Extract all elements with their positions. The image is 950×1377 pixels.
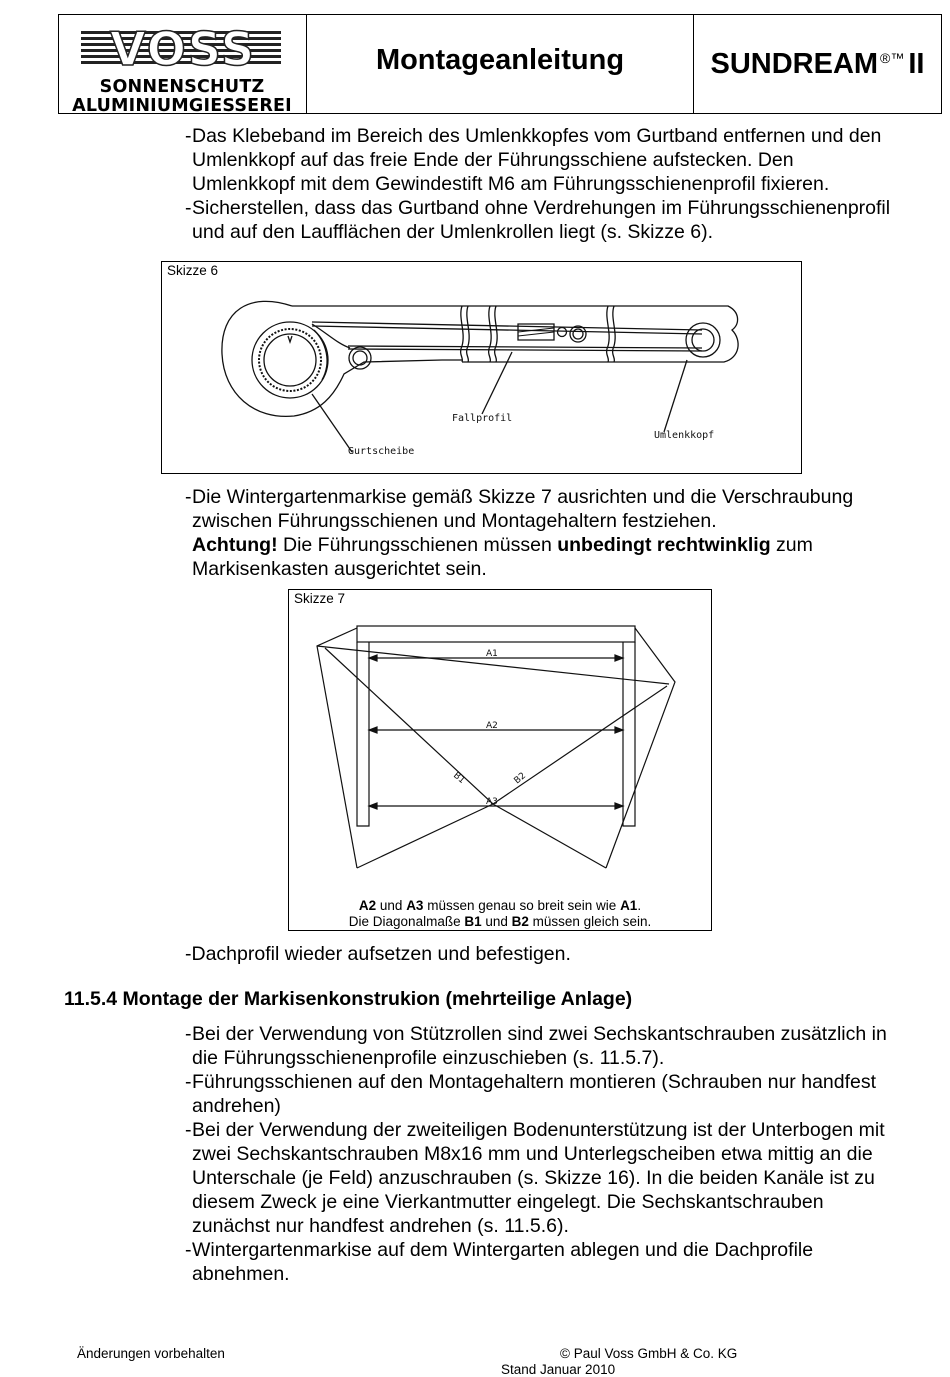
sketch-7-figure	[288, 589, 712, 931]
instruction-line: zunächst nur handfest andrehen (s. 11.5.6).	[192, 1215, 569, 1237]
instruction-line: - Die Wintergartenmarkise gemäß Skizze 7 ausrichten und die Verschraubung	[185, 486, 854, 508]
instruction-line: - Das Klebeband im Bereich des Umlenkkopfes vom Gurtband entfernen und den	[185, 125, 882, 147]
sketch-7-drawing	[289, 590, 710, 890]
label-fallprofil: Fallprofil	[452, 413, 513, 424]
footer-disclaimer: Änderungen vorbehalten	[77, 1346, 225, 1361]
instruction-block-3	[185, 942, 571, 966]
product-suffix: II	[908, 47, 925, 80]
instruction-line: die Führungsschienenprofile einzuschieben (s. 11.5.7).	[192, 1047, 665, 1069]
dim-a1-label: A1	[486, 649, 498, 659]
warning-label: Achtung!	[192, 534, 278, 556]
footer-date: Stand Januar 2010	[501, 1362, 616, 1377]
document-title-cell	[307, 15, 694, 113]
logo-line-1: SONNENSCHUTZ	[99, 77, 265, 97]
instruction-line: - Führungsschienen auf den Montagehaltern montieren (Schrauben nur handfest	[185, 1071, 877, 1093]
product-name: SUNDREAM	[710, 47, 879, 80]
sketch-6-figure	[161, 261, 802, 474]
sketch-7-caption-1: A2 und A3 müssen genau so breit sein wie A1.	[358, 898, 642, 913]
instruction-line: zwei Sechskantschrauben M8x16 mm und Unterlegscheiben etwa mittig an die	[192, 1143, 873, 1165]
logo-line-2: ALUMINIUMGIESSEREI	[72, 96, 292, 116]
instruction-block-2	[185, 485, 853, 581]
instruction-line: Umlenkkopf auf das freie Ende der Führungsschiene aufstecken. Den	[192, 149, 794, 171]
instruction-line: Markisenkasten ausgerichtet sein.	[192, 558, 487, 580]
instruction-line: -Dachprofil wieder aufsetzen und befestigen.	[185, 943, 571, 965]
instruction-line: - Bei der Verwendung von Stützrollen sind zwei Sechskantschrauben zusätzlich in	[185, 1023, 887, 1045]
sketch-6-drawing	[162, 262, 800, 472]
label-gurtscheibe: Gurtscheibe	[348, 446, 415, 457]
instruction-line: und auf den Laufflächen der Umlenkrollen liegt (s. Skizze 6).	[192, 221, 714, 243]
document-title: Montageanleitung	[375, 43, 625, 76]
instruction-line: - Wintergartenmarkise auf dem Wintergarten ablegen und die Dachprofile	[185, 1239, 814, 1261]
warning-line: Achtung! Die Führungsschienen müssen unbedingt rechtwinklig zum	[192, 534, 813, 556]
logo-brand-text: VOSS	[109, 25, 257, 73]
instruction-line: zwischen Führungsschienen und Montagehaltern festziehen.	[192, 510, 717, 532]
instruction-line: diesem Zweck je eine Vierkantmutter eingelegt. Die Sechskantschrauben	[192, 1191, 824, 1213]
dim-a2-label: A2	[486, 721, 498, 731]
sketch-7-label: Skizze 7	[294, 591, 346, 606]
instruction-line: - Bei der Verwendung der zweiteiligen Bodenunterstützung ist der Unterbogen mit	[185, 1119, 885, 1141]
page-header	[58, 14, 942, 114]
voss-logo-mark	[67, 25, 297, 73]
dim-b2-label: B2	[512, 770, 529, 787]
product-cell	[694, 15, 941, 113]
instruction-block-1	[185, 124, 890, 244]
instruction-block-4	[185, 1022, 887, 1286]
sketch-6-label: Skizze 6	[167, 263, 219, 278]
logo-cell	[59, 15, 307, 116]
instruction-line: abnehmen.	[192, 1263, 290, 1285]
instruction-line: - Sicherstellen, dass das Gurtband ohne Verdrehungen im Führungsschienenprofil	[185, 197, 891, 219]
label-umlenkkopf: Umlenkkopf	[654, 430, 715, 441]
instruction-line: andrehen)	[192, 1095, 281, 1117]
instruction-line: Umlenkkopf mit dem Gewindestift M6 am Führungsschienenprofil fixieren.	[192, 173, 830, 195]
section-heading: 11.5.4 Montage der Markisenkonstrukion (mehrteilige Anlage)	[64, 988, 633, 1010]
footer-copyright: © Paul Voss GmbH & Co. KG	[560, 1346, 738, 1361]
dim-a3-label: A3	[486, 797, 498, 807]
trademark-marks: ®™	[880, 50, 905, 66]
instruction-line: Unterschale (je Feld) anzuschrauben (s. Skizze 16). In die beiden Kanäle ist zu	[192, 1167, 875, 1189]
dim-b1-label: B1	[451, 770, 467, 786]
company-logo	[67, 25, 297, 116]
sketch-7-caption-2: Die Diagonalmaße B1 und B2 müssen gleich sein.	[348, 914, 652, 929]
